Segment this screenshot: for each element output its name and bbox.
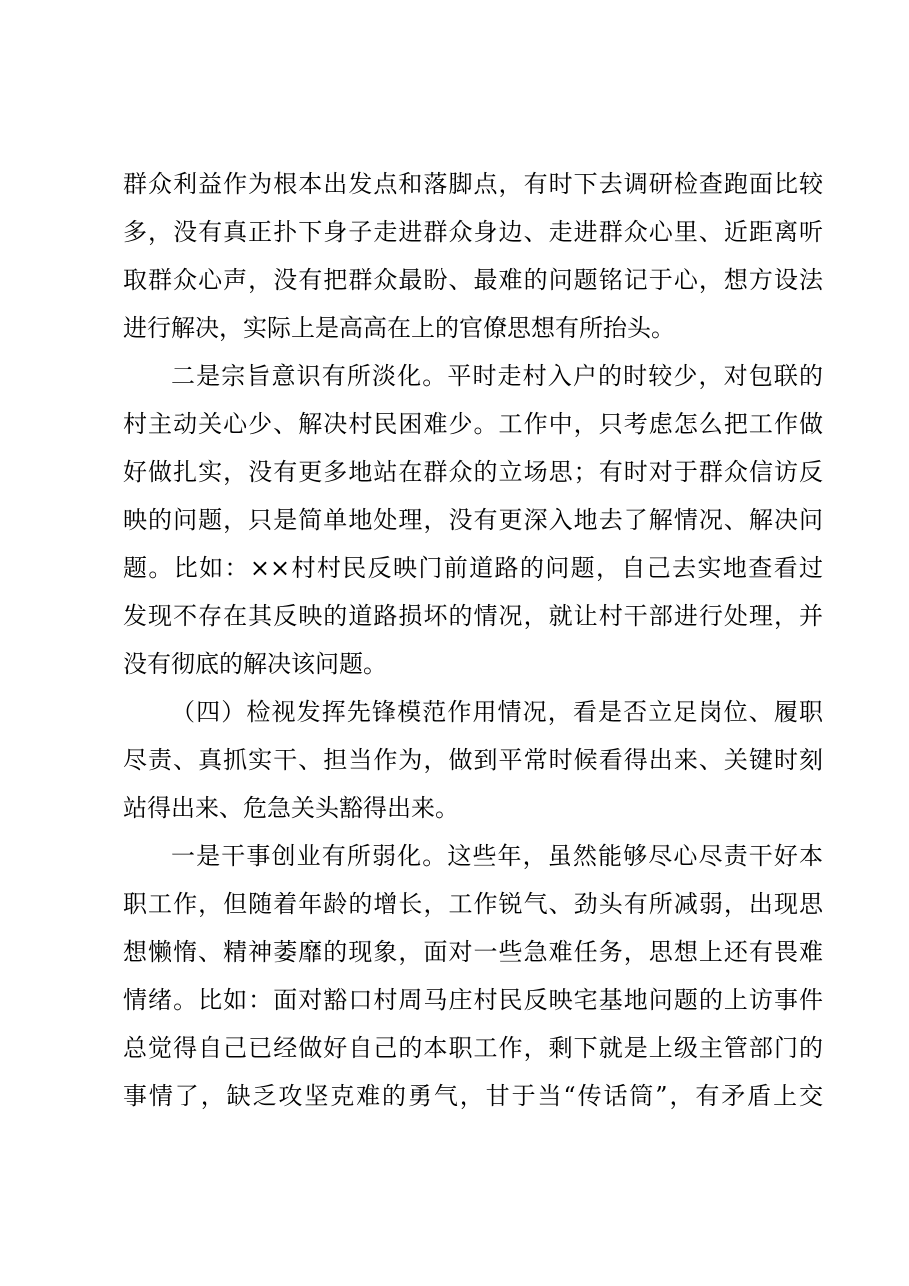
text-line: 取群众心声，没有把群众最盼、最难的问题铭记于心，想方设法 [123,266,823,294]
text-line: 一是干事创业有所弱化。这些年，虽然能够尽心尽责干好本 [171,842,823,870]
paragraph-section-four-heading [123,688,823,832]
text-line: （四）检视发挥先锋模范作用情况，看是否立足岗位、履职 [171,698,823,726]
text-line: 尽责、真抓实干、担当作为，做到平常时候看得出来、关键时刻 [123,746,823,774]
paragraph-purpose-awareness [123,352,823,688]
text-line: 没有彻底的解决该问题。 [123,650,387,678]
text-line: 职工作，但随着年龄的增长，工作锐气、劲头有所减弱，出现思 [123,890,823,918]
text-line: 二是宗旨意识有所淡化。平时走村入户的时较少，对包联的 [171,362,823,390]
document-body [123,160,823,1120]
text-line: 想懒惰、精神萎靡的现象，面对一些急难任务，思想上还有畏难 [123,938,823,966]
text-line: 题。比如：××村村民反映门前道路的问题，自己去实地查看过 [123,554,823,582]
paragraph-entrepreneurship [123,832,823,1120]
text-line: 好做扎实，没有更多地站在群众的立场思；有时对于群众信访反 [123,458,823,486]
text-line: 进行解决，实际上是高高在上的官僚思想有所抬头。 [123,314,675,342]
text-line: 总觉得自己已经做好自己的本职工作，剩下就是上级主管部门的 [123,1034,823,1062]
text-line: 映的问题，只是简单地处理，没有更深入地去了解情况、解决问 [123,506,823,534]
text-line: 群众利益作为根本出发点和落脚点，有时下去调研检查跑面比较 [123,170,823,198]
text-line: 村主动关心少、解决村民困难少。工作中，只考虑怎么把工作做 [123,410,823,438]
text-line: 事情了，缺乏攻坚克难的勇气，甘于当“传话筒”，有矛盾上交 [123,1082,823,1110]
text-line: 发现不存在其反映的道路损坏的情况，就让村干部进行处理，并 [123,602,823,630]
paragraph-continuation [123,160,823,352]
text-line: 站得出来、危急关头豁得出来。 [123,794,459,822]
text-line: 多，没有真正扑下身子走进群众身边、走进群众心里、近距离听 [123,218,823,246]
text-line: 情绪。比如：面对豁口村周马庄村民反映宅基地问题的上访事件 [123,986,823,1014]
